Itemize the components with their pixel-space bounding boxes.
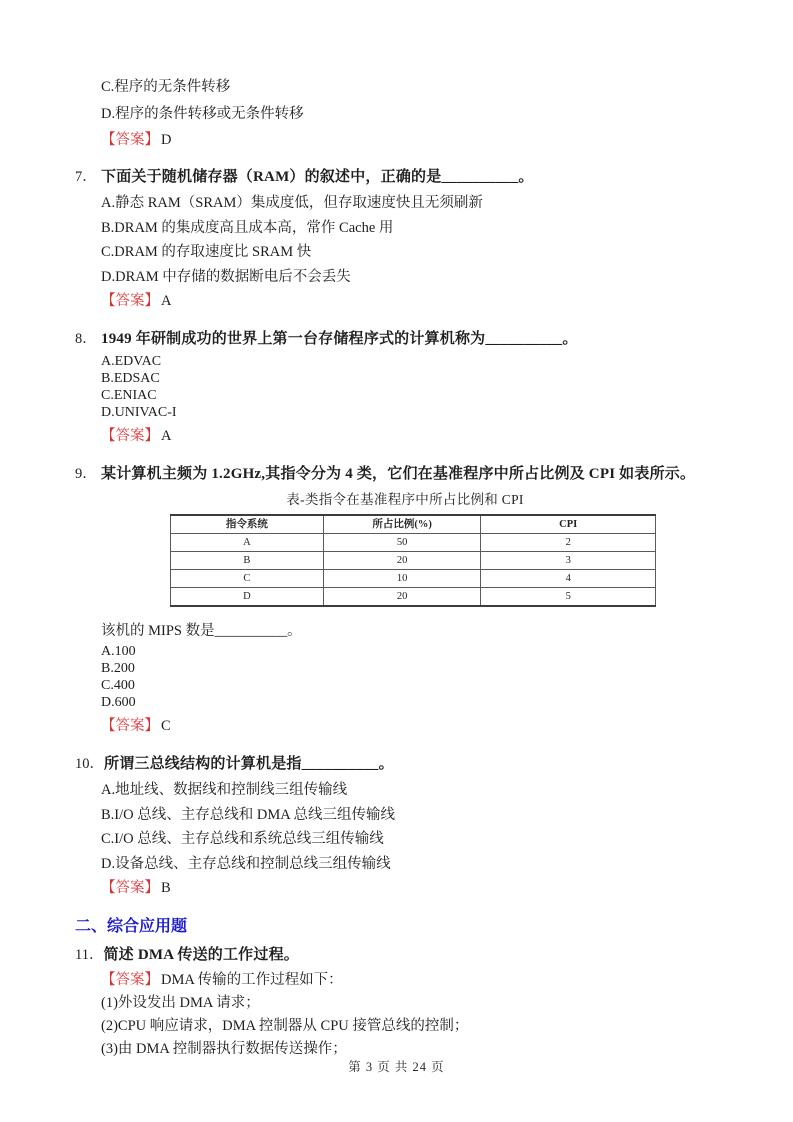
option-b: B.200 bbox=[101, 661, 135, 676]
table-cell: 5 bbox=[481, 588, 656, 607]
option-b: B.EDSAC bbox=[101, 371, 160, 386]
question-heading bbox=[75, 164, 735, 191]
table-row bbox=[171, 534, 656, 552]
option-a: A.100 bbox=[101, 644, 136, 659]
table-cell: 2 bbox=[481, 534, 656, 552]
answer-label: 【答案】 bbox=[101, 132, 159, 148]
option-a: A.地址线、数据线和控制线三组传输线 bbox=[101, 782, 348, 798]
option-b: B.DRAM 的集成度高且成本高，常作 Cache 用 bbox=[101, 219, 394, 236]
question-number: 7． bbox=[75, 169, 97, 185]
answer-step-1: (1)外设发出 DMA 请求； bbox=[101, 995, 260, 1011]
cpi-table bbox=[170, 514, 656, 607]
answer-line bbox=[101, 128, 735, 153]
table-cell: 50 bbox=[323, 534, 481, 552]
answer-intro: DMA 传输的工作过程如下： bbox=[161, 972, 343, 988]
question-heading bbox=[75, 461, 735, 488]
answer-value: D bbox=[161, 132, 172, 148]
table-cell: C bbox=[171, 570, 324, 588]
table-header: 所占比例(%) bbox=[323, 515, 481, 534]
table-cell: 4 bbox=[481, 570, 656, 588]
answer-line bbox=[101, 968, 735, 992]
question-9 bbox=[75, 461, 735, 739]
option-a: A.静态 RAM（SRAM）集成度低，但存取速度快且无须刷新 bbox=[101, 195, 483, 211]
question-followup: 该机的 MIPS 数是__________。 bbox=[101, 623, 302, 639]
option-c: C.ENIAC bbox=[101, 388, 157, 403]
table-cell: 20 bbox=[323, 552, 481, 570]
answer-step-2: (2)CPU 响应请求，DMA 控制器从 CPU 接管总线的控制； bbox=[101, 1018, 469, 1034]
answer-label: 【答案】 bbox=[101, 972, 159, 988]
option-c: C.I/O 总线、主存总线和系统总线三组传输线 bbox=[101, 831, 384, 847]
question-number: 8． bbox=[75, 331, 97, 347]
option-d: D.DRAM 中存储的数据断电后不会丢失 bbox=[101, 268, 351, 285]
answer-value: C bbox=[161, 718, 171, 734]
question-8 bbox=[75, 326, 735, 449]
table-row bbox=[171, 588, 656, 607]
section-2-heading: 二、综合应用题 bbox=[75, 918, 188, 935]
question-heading bbox=[75, 942, 735, 968]
question-heading bbox=[75, 751, 735, 778]
option-c: C.400 bbox=[101, 678, 135, 693]
question-6-tail bbox=[75, 74, 735, 153]
option-d: D.600 bbox=[101, 695, 136, 710]
answer-line bbox=[101, 289, 735, 314]
answer-line bbox=[101, 424, 735, 449]
answer-label: 【答案】 bbox=[101, 880, 159, 896]
option-a: A.EDVAC bbox=[101, 354, 162, 369]
question-stem: 下面关于随机储存器（RAM）的叙述中，正确的是__________。 bbox=[101, 169, 534, 185]
answer-label: 【答案】 bbox=[101, 428, 159, 444]
question-10 bbox=[75, 751, 735, 901]
question-stem: 某计算机主频为 1.2GHz,其指令分为 4 类，它们在基准程序中所占比例及 CPI 如表所示。 bbox=[101, 466, 696, 482]
question-stem: 1949 年研制成功的世界上第一台存储程序式的计算机称为__________。 bbox=[101, 331, 578, 347]
table-cell: B bbox=[171, 552, 324, 570]
page-footer: 第 3 页 共 24 页 bbox=[348, 1060, 445, 1074]
table-cell: 20 bbox=[323, 588, 481, 607]
table-row bbox=[171, 552, 656, 570]
table-header: CPI bbox=[481, 515, 656, 534]
option-c: C.程序的无条件转移 bbox=[101, 79, 231, 95]
table-cell: 3 bbox=[481, 552, 656, 570]
question-stem: 所谓三总线结构的计算机是指__________。 bbox=[104, 756, 394, 772]
option-b: B.I/O 总线、主存总线和 DMA 总线三组传输线 bbox=[101, 806, 396, 823]
answer-value: B bbox=[161, 880, 171, 896]
question-heading bbox=[75, 326, 735, 353]
option-d: D.UNIVAC-I bbox=[101, 405, 177, 420]
option-d: D.设备总线、主存总线和控制总线三组传输线 bbox=[101, 855, 391, 872]
question-11 bbox=[75, 942, 735, 1061]
table-header-row bbox=[171, 515, 656, 534]
question-number: 11． bbox=[75, 947, 104, 963]
answer-label: 【答案】 bbox=[101, 293, 159, 309]
answer-value: A bbox=[161, 428, 172, 444]
table-header: 指令系统 bbox=[171, 515, 324, 534]
table-row bbox=[171, 570, 656, 588]
answer-value: A bbox=[161, 293, 172, 309]
table-cell: A bbox=[171, 534, 324, 552]
question-number: 10． bbox=[75, 756, 104, 772]
table-cell: D bbox=[171, 588, 324, 607]
answer-line bbox=[101, 714, 735, 739]
answer-line bbox=[101, 876, 735, 901]
option-c: C.DRAM 的存取速度比 SRAM 快 bbox=[101, 244, 312, 260]
question-stem: 简述 DMA 传送的工作过程。 bbox=[103, 947, 299, 963]
table-caption: 表-类指令在基准程序中所占比例和 CPI bbox=[286, 492, 524, 507]
question-number: 9． bbox=[75, 466, 97, 482]
data-table-wrapper bbox=[170, 514, 656, 607]
table-cell: 10 bbox=[323, 570, 481, 588]
question-7 bbox=[75, 164, 735, 314]
option-d: D.程序的条件转移或无条件转移 bbox=[101, 106, 304, 122]
answer-label: 【答案】 bbox=[101, 718, 159, 734]
answer-step-3: (3)由 DMA 控制器执行数据传送操作； bbox=[101, 1041, 347, 1057]
